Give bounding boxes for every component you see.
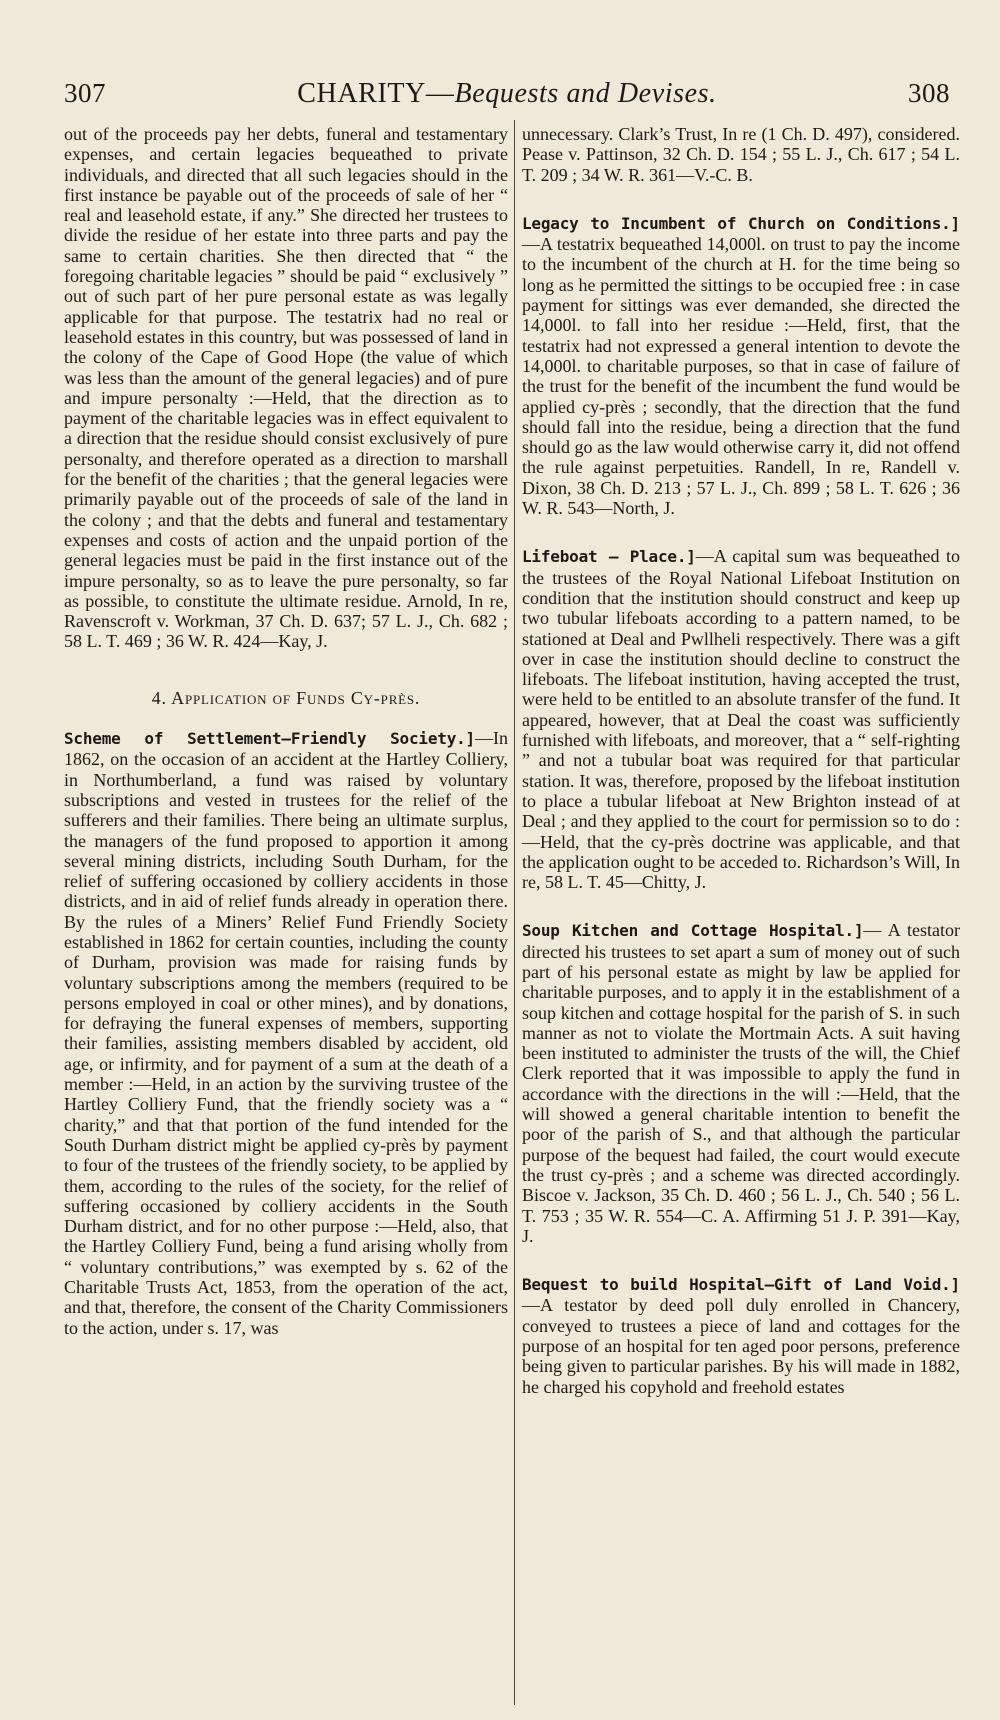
entry-heading: Legacy to Incumbent of Church on Conditions.] <box>522 213 960 233</box>
entry-heading: Bequest to build Hospital—Gift of Land Void.] <box>522 1275 960 1295</box>
entry-soup-kitchen <box>522 920 960 1246</box>
entry-bequest-hospital <box>522 1274 960 1397</box>
entry-legacy-to-incumbent <box>522 213 960 518</box>
paragraph-continued-right: unnecessary. Clark’s Trust, In re (1 Ch. D. 497), considered. Pease v. Pattinson, 32 Ch. D. 154 ; 55 L. J., Ch. 617 ; 54 L. T. 209 ; 34 W. R. 361—V.-C. B. <box>522 124 960 185</box>
entry-scheme-of-settlement <box>64 728 508 1338</box>
right-column <box>522 124 960 1397</box>
entry-text: —In 1862, on the occasion of an accident at the Hartley Colliery, in Northumberland, a fund was raised by voluntary subscriptions and vested in trustees for the relief of the sufferers and their families. There being an ultimate surplus, the managers of the fund proposed to apportion it among several mining districts, including South Durham, for the relief of suffering occasioned by colliery accidents in those districts, and in aid of relief funds already in operation there. By the rules of a Miners’ Relief Fund Friendly Society established in 1862 for certain counties, including the county of Durham, provision was made for raising funds by voluntary subscriptions among the members (required to be persons employed in coal or other mines), and by donations, for defraying the funeral expenses of members, supporting their families, assisting members disabled by accident, old age, or infirmity, and for payment of a sum at the death of a member :—Held, in an action by the surviving trustee of the Hartley Colliery Fund, that the friendly society was a “ charity,” and that that portion of the fund intended for the South Durham district might be applied cy-près by payment to four of the trustees of the friendly society, to be applied by them, according to the rules of the society, for the relief of suffering occasioned by colliery accidents in the South Durham district, and for no other purpose :—Held, also, that the Hartley Colliery Fund, being a fund arising wholly from “ voluntary contributions,” was exempted by s. 62 of the Charitable Trusts Act, 1853, from the operation of the act, and that, therefore, the consent of the Charity Commissioners to the action, under s. 17, was <box>64 728 508 1338</box>
entry-text: —A testator by deed poll duly enrolled in Chancery, conveyed to trustees a piece of land and cottages for the purpose of an hospital for ten aged poor persons, preference being given to particular parishes. By his will made in 1882, he charged his copyhold and freehold estates <box>522 1295 960 1397</box>
running-header <box>64 78 950 118</box>
entry-text: —A testatrix bequeathed 14,000l. on trust to pay the income to the incumbent of the church at H. for the time being so long as he permitted the sittings to be occupied free : in case payment for sittings was ever demanded, she directed the 14,000l. to fall into her residue :—Held, first, that the testatrix had not expressed a general intention to devote the 14,000l. to charitable purposes, so that in case of failure of the trust for the benefit of the incumbent the fund would be applied cy-près ; secondly, that the direction that the fund should fall into the residue, being a direction that the fund should go as the law would otherwise carry it, did not offend the rule against perpetuities. Randell, In re, Randell v. Dixon, 38 Ch. D. 213 ; 57 L. J., Ch. 899 ; 58 L. T. 626 ; 36 W. R. 543—North, J. <box>522 234 960 519</box>
paragraph-continued: out of the proceeds pay her debts, funeral and testamentary expenses, and certain legacies bequeathed to private individuals, and directed that all such legacies should in the first instance be payable out of the proceeds of sale of her “ real and leasehold estate, if any.” She directed her trustees to divide the residue of her estate into three parts and pay the same to certain charities. She then directed that “ the foregoing charitable legacies ” should be paid “ exclusively ” out of such part of her pure personal estate as was legally applicable for that purpose. The testatrix had no real or leasehold estates in this country, but was possessed of land in the colony of the Cape of Good Hope (the value of which was less than the amount of the general legacies) and of pure and impure personalty :—Held, that the direction as to payment of the charitable legacies was in effect equivalent to a direction that the residue should consist exclusively of pure personalty, and therefore operated as a direction to marshall for the benefit of the charities ; that the general legacies were primarily payable out of the proceeds of sale of the land in the colony ; and that the debts and funeral and testamentary expenses and costs of action and the unpaid portion of the general legacies must be paid in the first instance out of the impure personalty, so as to leave the pure personalty, so far as possible, to constitute the ultimate residue. Arnold, In re, Ravenscroft v. Workman, 37 Ch. D. 637; 57 L. J., Ch. 682 ; 58 L. T. 469 ; 36 W. R. 424—Kay, J. <box>64 124 508 652</box>
page-number-right: 308 <box>908 78 950 108</box>
entry-text: — A testator directed his trustees to set apart a sum of money out of such part of his personal estate as might by law be applied for charitable purposes, and to apply it in the establishment of a soup kitchen and cottage hospital for the parish of S. in such manner as not to violate the Mortmain Acts. A suit having been instituted to administer the trusts of the will, the Chief Clerk reported that it was impossible to apply the fund in accordance with the directions in the will :—Held, that the will showed a general charitable intention to benefit the poor of the parish of S., and that although the particular purpose of the bequest had failed, the court would execute the trust cy-près ; and a scheme was directed accordingly. Biscoe v. Jackson, 35 Ch. D. 460 ; 56 L. J., Ch. 540 ; 56 L. T. 753 ; 35 W. R. 554—C. A. Affirming 51 J. P. 391—Kay, J. <box>522 920 960 1246</box>
running-title <box>64 78 950 110</box>
running-title-main: CHARITY— <box>297 78 455 109</box>
entry-text: —A capital sum was bequeathed to the trustees of the Royal National Lifeboat Institution on condition that the institution should construct and keep up two tubular lifeboats according to a pattern named, to be stationed at Deal and Pwllheli respectively. There was a gift over in case the institution should decline to construct the lifeboats. The lifeboat institution, having accepted the trust, were held to be entitled to an absolute transfer of the fund. It appeared, however, that at Deal the coast was sufficiently furnished with lifeboats, and moreover, that a “ self-righting ” and not a tubular boat was required for that particular station. It was, therefore, proposed by the lifeboat institution to place a tubular lifeboat at New Brighton instead of at Deal ; and they applied to the court for permission so to do :—Held, that the cy-près doctrine was applicable, and that the application ought to be acceded to. Richardson’s Will, In re, 58 L. T. 45—Chitty, J. <box>522 546 961 893</box>
entry-heading: Scheme of Settlement—Friendly Society.] <box>64 729 475 749</box>
entry-heading: Lifeboat — Place.] <box>522 547 696 567</box>
left-column <box>64 124 508 1338</box>
column-divider <box>514 120 515 1705</box>
page-number-left: 307 <box>64 78 106 108</box>
entry-lifeboat <box>522 546 960 892</box>
entry-heading: Soup Kitchen and Cottage Hospital.] <box>522 921 864 941</box>
running-title-italic: Bequests and Devises. <box>454 78 717 109</box>
section-heading: 4. Application of Funds Cy-près. <box>151 687 421 708</box>
